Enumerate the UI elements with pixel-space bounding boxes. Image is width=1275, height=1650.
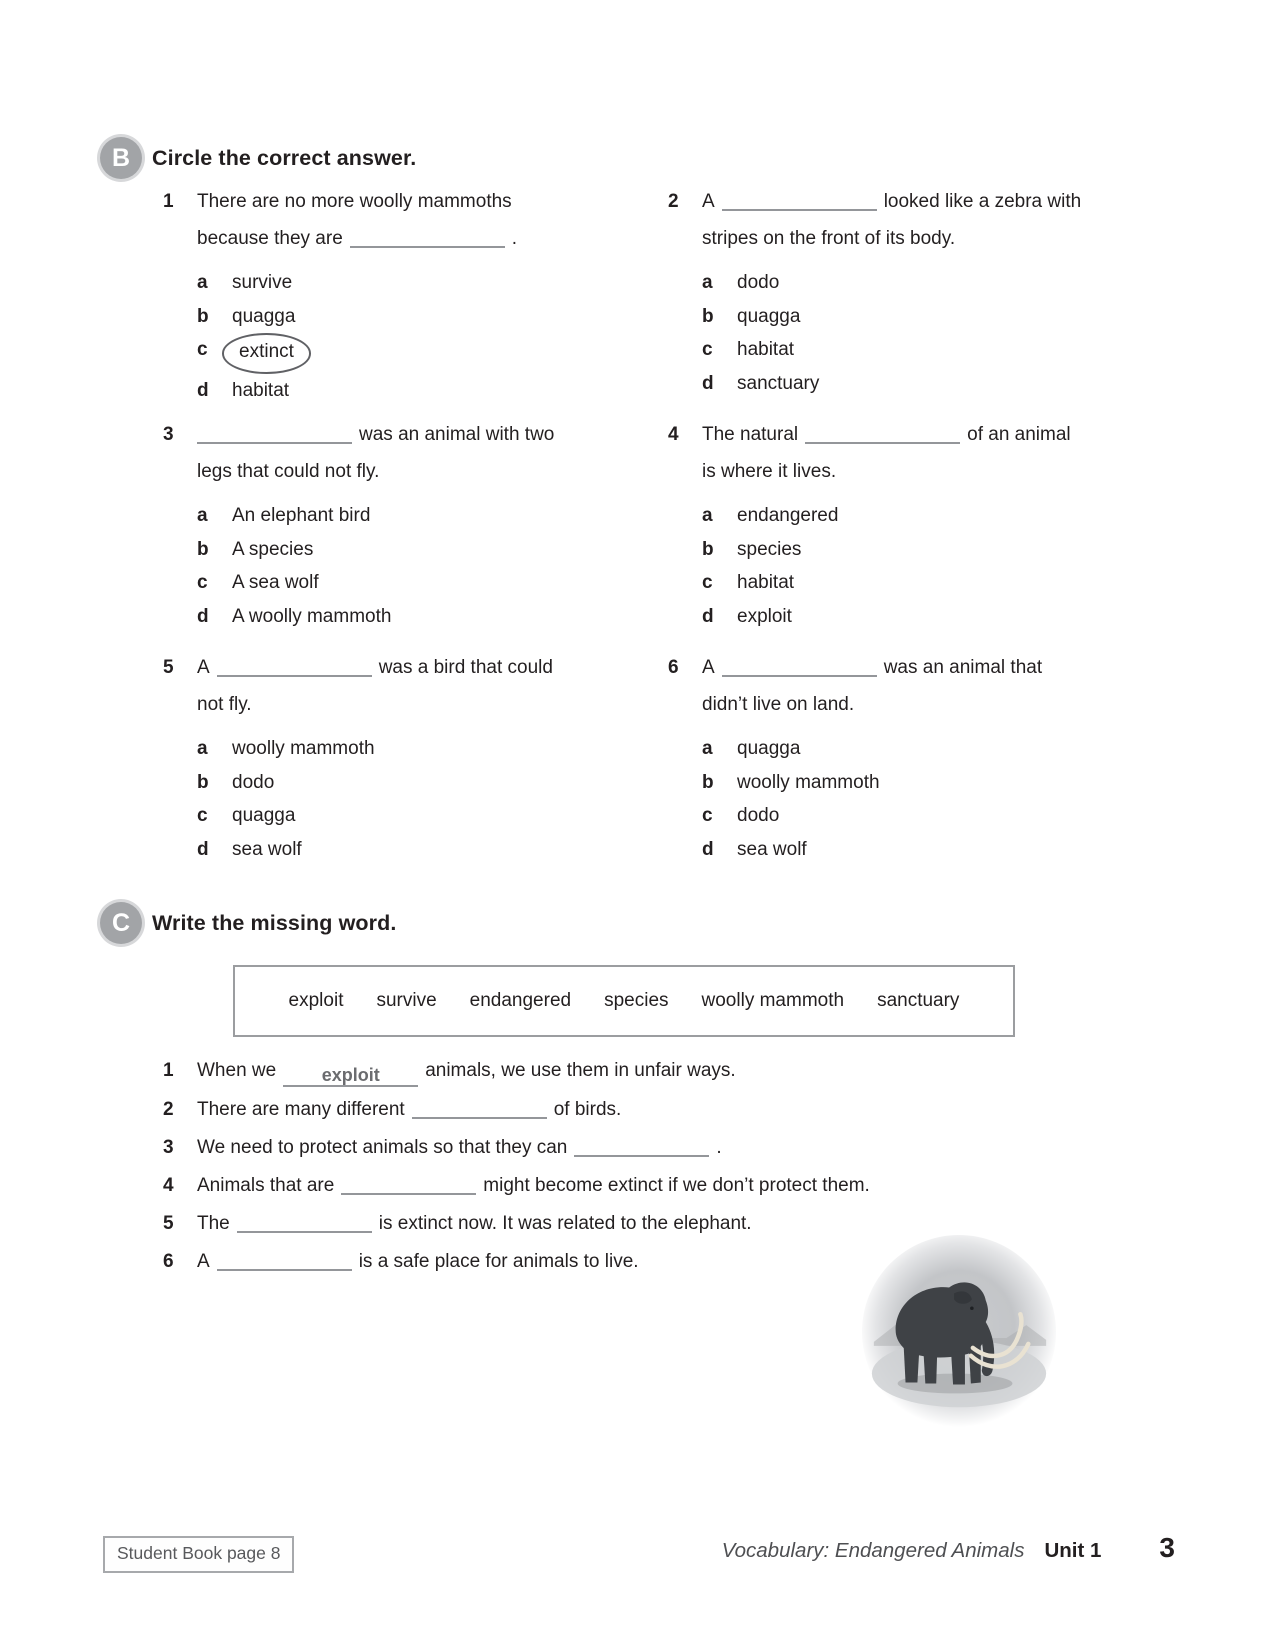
option-d[interactable]: d habitat <box>197 379 290 401</box>
sentence-number: 5 <box>163 1213 174 1234</box>
question-number: 2 <box>668 191 679 212</box>
answer-blank[interactable]: exploit <box>283 1065 418 1087</box>
word-bank-item: species <box>604 990 669 1011</box>
section-c-title: Write the missing word. <box>152 910 397 935</box>
question-stem: There are no more woolly mammoths <box>197 191 512 212</box>
option-c[interactable]: c A sea wolf <box>197 572 319 593</box>
option-a[interactable]: a dodo <box>702 272 780 293</box>
option-c[interactable]: c dodo <box>702 805 780 826</box>
student-book-page-ref: Student Book page 8 <box>103 1536 294 1573</box>
word-bank-item: sanctuary <box>877 990 960 1011</box>
option-c[interactable]: c quagga <box>197 805 296 826</box>
circled-answer: extinct <box>222 333 311 374</box>
word-bank-item: survive <box>376 990 437 1011</box>
option-d[interactable]: d sea wolf <box>702 838 807 860</box>
question-number: 5 <box>163 657 174 678</box>
question-stem: A was a bird that could <box>197 657 553 678</box>
answer-blank[interactable] <box>217 661 372 677</box>
option-b[interactable]: b species <box>702 538 802 560</box>
word-bank-item: exploit <box>288 990 344 1011</box>
question-grid <box>163 183 1175 882</box>
section-c-header <box>100 902 396 944</box>
question-stem: A was an animal that <box>702 657 1043 678</box>
option-a[interactable]: a woolly mammoth <box>197 738 375 759</box>
option-a[interactable]: a endangered <box>702 505 839 526</box>
option-b[interactable]: b dodo <box>197 771 275 793</box>
option-c[interactable]: c habitat <box>702 339 795 360</box>
answer-blank[interactable] <box>350 232 505 248</box>
question-1: 1 There are no more woolly mammoths because they are . a survive b quagga c extinct d habitat <box>163 183 668 416</box>
footer-right <box>722 1532 1175 1564</box>
word-bank-item: endangered <box>469 990 572 1011</box>
option-d[interactable]: d sea wolf <box>197 838 302 860</box>
options <box>702 499 1175 633</box>
sentence-1: 1 When we exploit animals, we use them in unfair ways. <box>163 1056 1223 1087</box>
option-b[interactable]: b quagga <box>702 305 801 327</box>
footer-page-number: 3 <box>1159 1532 1175 1563</box>
sentence-number: 2 <box>163 1099 174 1120</box>
section-b-header <box>100 137 416 179</box>
question-6: 6 A was an animal that didn’t live on land. a quagga b woolly mammoth c dodo d sea wolf <box>668 649 1175 882</box>
sentence-3: 3 We need to protect animals so that they can . <box>163 1133 1223 1163</box>
sentence-4: 4 Animals that are might become extinct if we don’t protect them. <box>163 1171 1223 1201</box>
sentence-6: 6 A is a safe place for animals to live. <box>163 1247 1223 1277</box>
sentence-number: 4 <box>163 1175 174 1196</box>
answer-blank[interactable] <box>805 428 960 444</box>
question-5: 5 A was a bird that could not fly. a woolly mammoth b dodo c quagga d sea wolf <box>163 649 668 882</box>
option-a[interactable]: a quagga <box>702 738 801 759</box>
options <box>197 266 668 407</box>
option-b[interactable]: b woolly mammoth <box>702 771 880 793</box>
question-number: 3 <box>163 424 174 445</box>
options <box>197 732 668 866</box>
answer-blank[interactable] <box>341 1179 476 1195</box>
woolly-mammoth-illustration <box>860 1233 1058 1431</box>
fill-in-sentences <box>163 1056 1223 1285</box>
answer-blank[interactable] <box>197 428 352 444</box>
sentence-2: 2 There are many different of birds. <box>163 1095 1223 1125</box>
answer-blank[interactable] <box>412 1103 547 1119</box>
option-b[interactable]: b A species <box>197 538 314 560</box>
word-bank-item: woolly mammoth <box>701 990 845 1011</box>
option-d[interactable]: d A woolly mammoth <box>197 605 392 627</box>
question-stem: The natural of an animal <box>702 424 1071 445</box>
question-number: 1 <box>163 191 174 212</box>
option-c-circled[interactable]: c extinct <box>197 333 668 374</box>
question-stem: was an animal with two <box>197 416 668 453</box>
question-stem: A looked like a zebra with <box>702 191 1082 212</box>
question-2: 2 A looked like a zebra with stripes on the front of its body. a dodo b quagga c habitat d sanctuary <box>668 183 1175 416</box>
footer-unit-label: Unit 1 <box>1044 1539 1102 1562</box>
option-a[interactable]: a An elephant bird <box>197 505 371 526</box>
section-b-badge: B <box>100 137 142 179</box>
sentence-5: 5 The is extinct now. It was related to the elephant. <box>163 1209 1223 1239</box>
answer-blank[interactable] <box>722 661 877 677</box>
sentence-number: 3 <box>163 1137 174 1158</box>
question-number: 4 <box>668 424 679 445</box>
option-b[interactable]: b quagga <box>197 305 296 327</box>
option-a[interactable]: a survive <box>197 272 293 293</box>
question-number: 6 <box>668 657 679 678</box>
answer-blank[interactable] <box>237 1217 372 1233</box>
options <box>702 266 1175 400</box>
answer-blank[interactable] <box>722 195 877 211</box>
option-d[interactable]: d sanctuary <box>702 372 820 394</box>
answer-blank[interactable] <box>574 1141 709 1157</box>
section-c-badge: C <box>100 902 142 944</box>
question-3: 3 was an animal with two legs that could not fly. a An elephant bird b A species c A sea wolf d A woolly mammoth <box>163 416 668 649</box>
woolly-mammoth-icon <box>860 1233 1058 1431</box>
sentence-number: 1 <box>163 1060 174 1081</box>
question-4: 4 The natural of an animal is where it lives. a endangered b species c habitat d exploit <box>668 416 1175 649</box>
footer-section-label: Vocabulary: Endangered Animals <box>721 1539 1025 1562</box>
sentence-number: 6 <box>163 1251 174 1272</box>
option-d[interactable]: d exploit <box>702 605 792 627</box>
word-bank <box>233 965 1015 1037</box>
option-c[interactable]: c habitat <box>702 572 795 593</box>
answer-blank[interactable] <box>217 1255 352 1271</box>
options <box>702 732 1175 866</box>
options <box>197 499 668 633</box>
section-b-title: Circle the correct answer. <box>152 145 417 170</box>
